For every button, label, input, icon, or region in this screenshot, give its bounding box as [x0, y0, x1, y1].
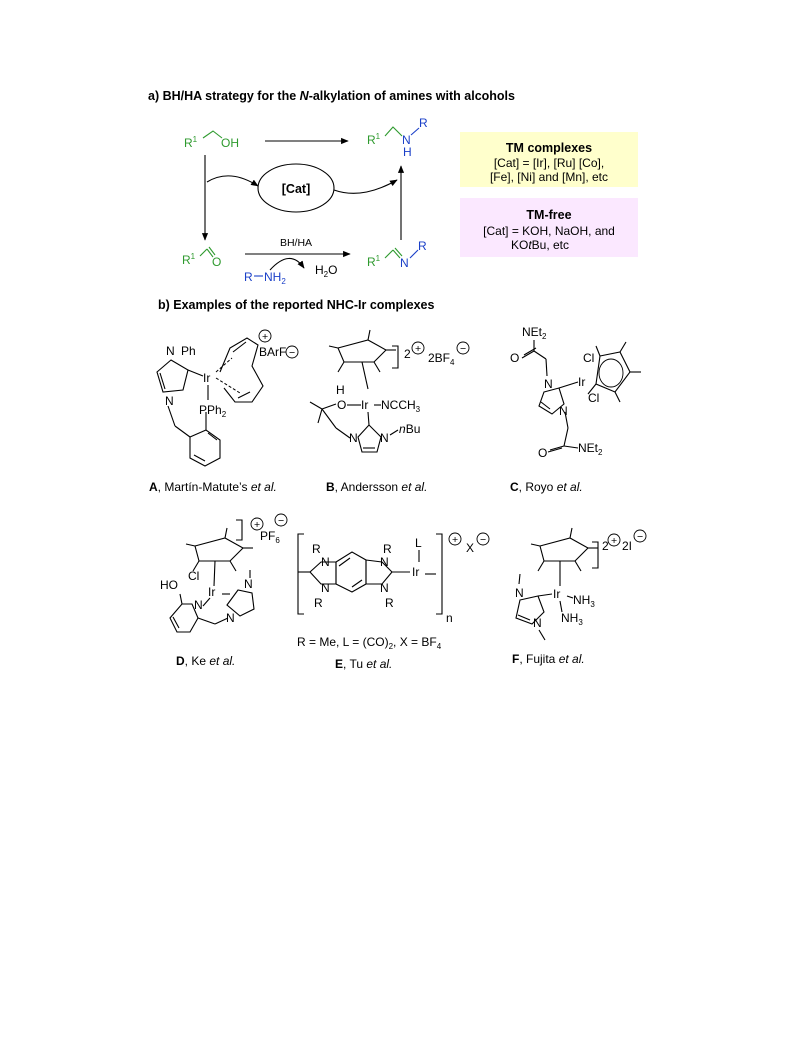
svg-text:O: O — [212, 255, 222, 269]
tm-box-title: TM complexes — [505, 141, 593, 155]
svg-text:H: H — [336, 383, 345, 397]
aldehyde-structure — [182, 247, 221, 269]
svg-text:R: R — [244, 270, 253, 284]
complex-c-caption: C, Royo et al. — [510, 480, 583, 494]
svg-text:N: N — [226, 611, 235, 625]
svg-text:N: N — [515, 586, 524, 600]
svg-text:N: N — [402, 133, 411, 147]
svg-text:N: N — [380, 555, 389, 569]
svg-text:Cl: Cl — [588, 391, 600, 405]
section-b-title: b) Examples of the reported NHC-Ir complexes — [158, 298, 435, 312]
water-byproduct — [315, 263, 337, 279]
svg-text:H: H — [403, 145, 412, 159]
svg-text:−: − — [460, 343, 467, 355]
svg-text:X: X — [466, 541, 475, 555]
svg-text:N: N — [166, 344, 175, 358]
condensation-label: BH/HA — [279, 237, 313, 249]
tm-box-line1: [Cat] = [Ir], [Ru] [Co], — [493, 156, 605, 170]
complex-e-structure — [298, 533, 489, 625]
svg-text:R: R — [383, 542, 392, 556]
svg-text:R1: $R^1$ — [367, 254, 381, 269]
water-release-arrow — [270, 258, 304, 270]
svg-text:n: n — [446, 611, 453, 625]
svg-text:N: N — [194, 598, 203, 612]
svg-text:N: N — [380, 581, 389, 595]
svg-text:R: R — [419, 116, 428, 130]
svg-text:−: − — [278, 515, 285, 527]
svg-text:O: O — [337, 398, 347, 412]
svg-text:R: R — [314, 596, 323, 610]
free-box-title: TM-free — [526, 208, 572, 222]
svg-text:+: + — [611, 535, 618, 547]
svg-text:L: L — [415, 536, 422, 550]
svg-text:2BF4: $2BF_4$ — [428, 351, 455, 367]
svg-text:Ir: Ir — [361, 398, 369, 412]
svg-text:Ir: Ir — [412, 565, 420, 579]
svg-text:N: N — [165, 394, 174, 408]
hydride-arrow-out — [334, 180, 397, 193]
svg-text:+: + — [262, 331, 269, 343]
svg-text:H2O: $H_2O$ — [315, 263, 338, 279]
svg-text:OH: OH — [221, 136, 239, 150]
complex-d-caption: D, Ke et al. — [176, 654, 236, 668]
tm-box-line2: [Fe], [Ni] and [Mn], etc — [489, 170, 609, 184]
svg-text:N: N — [380, 431, 389, 445]
svg-text:R1: $R^1$ — [182, 252, 196, 267]
svg-text:2: 2 — [404, 347, 411, 361]
svg-text:N: N — [321, 555, 330, 569]
svg-text:O: O — [510, 351, 520, 365]
svg-text:N: N — [321, 581, 330, 595]
svg-text:N: N — [559, 404, 568, 418]
svg-text:NH3: $NH_3$ — [561, 611, 583, 627]
svg-text:−: − — [480, 534, 487, 546]
complex-a-caption: A, Martín-Matute’s et al. — [149, 480, 277, 494]
complex-b-caption: B, Andersson et al. — [326, 480, 428, 494]
svg-text:N: N — [349, 431, 358, 445]
svg-text:NH2: $NH_2$ — [264, 270, 286, 286]
svg-text:R: R — [418, 239, 427, 253]
svg-text:Ir: Ir — [203, 371, 211, 385]
svg-text:+: + — [452, 534, 459, 546]
section-a-title: a) BH/HA strategy for the N-alkylation of amines with alcohols — [148, 89, 515, 103]
svg-text:nBu: nBu — [399, 422, 421, 436]
complex-b-structure — [310, 330, 469, 452]
svg-text:2I: 2I — [622, 539, 633, 553]
svg-text:Ir: Ir — [553, 587, 561, 601]
svg-text:NEt2: NEt$_2$ — [578, 441, 603, 457]
svg-text:PF6: $PF_6$ — [260, 529, 280, 545]
svg-text:R: R — [312, 542, 321, 556]
svg-text:2: 2 — [602, 539, 609, 553]
free-box-line2: KOtBu, etc — [510, 238, 570, 252]
svg-text:+: + — [415, 343, 422, 355]
svg-text:N: N — [400, 256, 409, 270]
svg-text:NEt2: NEt$_2$ — [522, 325, 547, 341]
complex-c-structure — [510, 325, 641, 460]
svg-text:PPh2: PPh$_2$ — [199, 403, 227, 419]
svg-text:NCCH3: $NCCH_3$ — [381, 398, 421, 414]
svg-text:N: N — [244, 577, 253, 591]
product-amine-structure — [367, 116, 428, 159]
svg-text:N: N — [544, 377, 553, 391]
svg-text:Cl: Cl — [583, 351, 595, 365]
catalyst-label: [Cat] — [281, 182, 311, 196]
svg-text:Ir: Ir — [208, 585, 216, 599]
alcohol-structure — [184, 131, 239, 150]
svg-text:O: O — [538, 446, 548, 460]
complex-d-structure — [160, 514, 287, 632]
complex-e-note: R = Me, $L = (CO)_2$, $X = BF_4$ — [297, 635, 442, 651]
free-box-line1: [Cat] = KOH, NaOH, and — [483, 224, 615, 238]
svg-text:Ph: Ph — [181, 344, 196, 358]
svg-text:BArF: BArF — [259, 345, 287, 359]
svg-text:N: N — [533, 616, 542, 630]
svg-text:−: − — [289, 347, 296, 359]
svg-text:R: R — [385, 596, 394, 610]
svg-text:HO: HO — [160, 578, 178, 592]
complex-f-structure — [515, 528, 646, 640]
imine-structure — [367, 239, 427, 270]
hydride-arrow-in — [207, 176, 258, 186]
complex-a-structure — [157, 330, 298, 466]
svg-text:NH3: $NH_3$ — [573, 593, 595, 609]
svg-text:−: − — [637, 531, 644, 543]
svg-text:Cl: Cl — [188, 569, 200, 583]
svg-text:R1: $R^1$ — [184, 135, 198, 150]
svg-text:Ir: Ir — [578, 375, 586, 389]
complex-e-caption: E, Tu et al. — [335, 657, 393, 671]
svg-text:R1: $R^1$ — [367, 132, 381, 147]
amine-reagent — [244, 270, 286, 286]
complex-f-caption: F, Fujita et al. — [512, 652, 585, 666]
svg-text:+: + — [254, 519, 261, 531]
